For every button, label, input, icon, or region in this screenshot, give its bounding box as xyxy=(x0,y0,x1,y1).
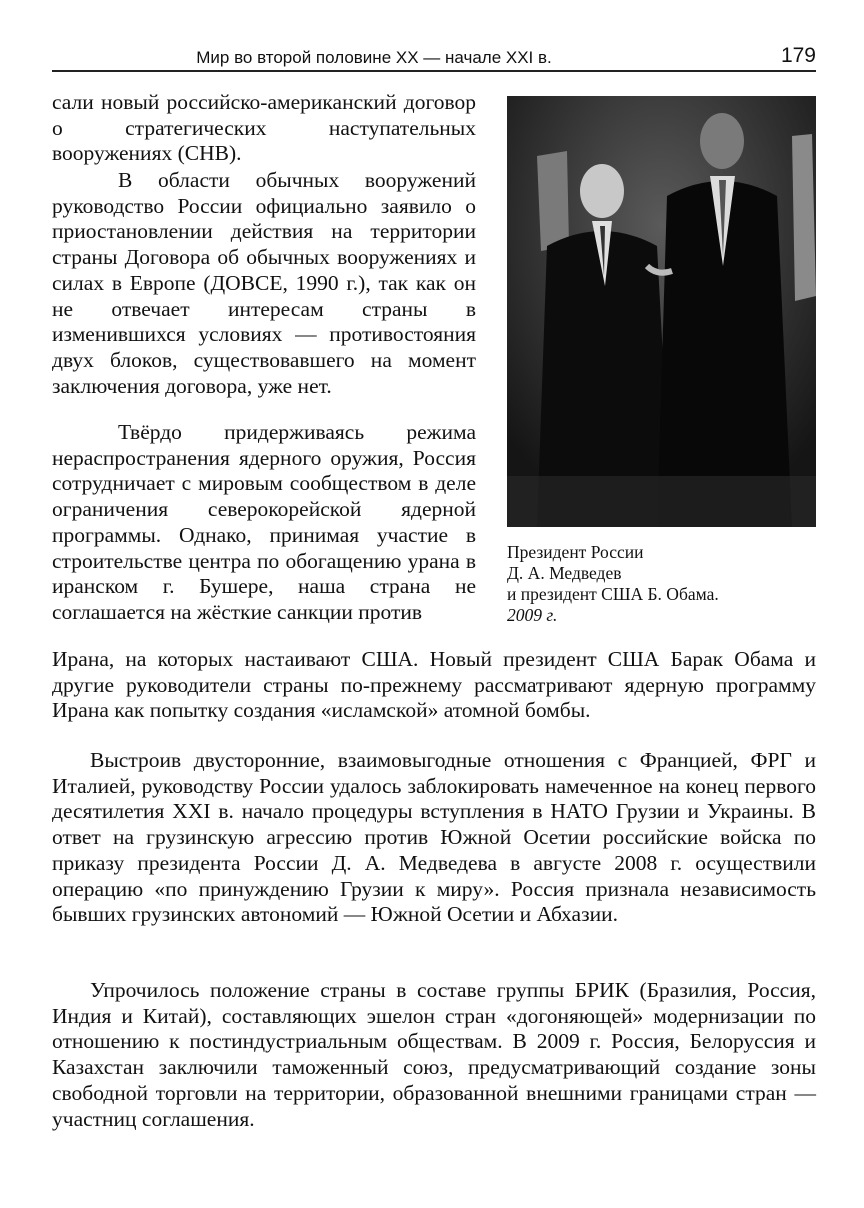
caption-line-1: Президент России xyxy=(507,542,644,562)
running-header xyxy=(52,40,816,72)
paragraph-5: Выстроив двусторонние, взаимовыгодные отношения с Францией, ФРГ и Италией, руководству России удалось заблокировать намеченное на конец первого десятилетия XXI в. начало процедуры вступления в НАТО Грузии и Украины. В ответ на грузинскую агрессию против Южной Осетии российские войска по приказу президента России Д. А. Медведева в августе 2008 г. осуществили операцию «по принуждению Грузии к миру». Россия признала независимость бывших грузинских автономий — Южной Осетии и Абхазии. xyxy=(52,748,816,927)
paragraph-1: сали новый российско-американский договор о стратегических наступательных вооружениях (СНВ). xyxy=(52,90,476,166)
caption-year: 2009 г. xyxy=(507,605,558,625)
paragraph-6: Упрочилось положение страны в составе группы БРИК (Бразилия, Россия, Индия и Китай), составляющих эшелон стран «догоняющей» модернизации по отношению к постиндустриальным обществам. В 2009 г. Россия, Белоруссия и Казахстан заключили таможенный союз, предусматривающий создание зоны свободной торговли на территории, образованной внешними границами стран — участниц соглашения. xyxy=(52,978,816,1131)
paragraph-3: Твёрдо придерживаясь режима нераспространения ядерного оружия, Россия сотрудничает с мировым сообществом в деле ограничения северокорейской ядерной программы. Однако, принимая участие в строительстве центра по обогащению урана в иранском г. Бушере, наша страна не соглашается на жёсткие санкции против xyxy=(52,420,476,624)
header-title: Мир во второй половине XX — начале XXI в. xyxy=(196,48,552,67)
photo-caption xyxy=(507,542,817,626)
page-number: 179 xyxy=(780,44,816,67)
photo-medvedev-obama xyxy=(507,96,816,527)
paragraph-2: В области обычных вооружений руководство России официально заявило о приостановлении действия на территории страны Договора об обычных вооружениях и силах в Европе (ДОВСЕ, 1990 г.), так как он не отвечает интересам страны в изменившихся условиях — противостояния двух блоков, существовавшего на момент заключения договора, уже нет. xyxy=(52,168,476,398)
paragraph-4: Ирана, на которых настаивают США. Новый президент США Барак Обама и другие руководители страны по-прежнему рассматривают ядерную программу Ирана как попытку создания «исламской» атомной бомбы. xyxy=(52,647,816,723)
caption-line-2: Д. А. Медведев xyxy=(507,563,622,583)
caption-line-3: и президент США Б. Обама. xyxy=(507,584,719,604)
